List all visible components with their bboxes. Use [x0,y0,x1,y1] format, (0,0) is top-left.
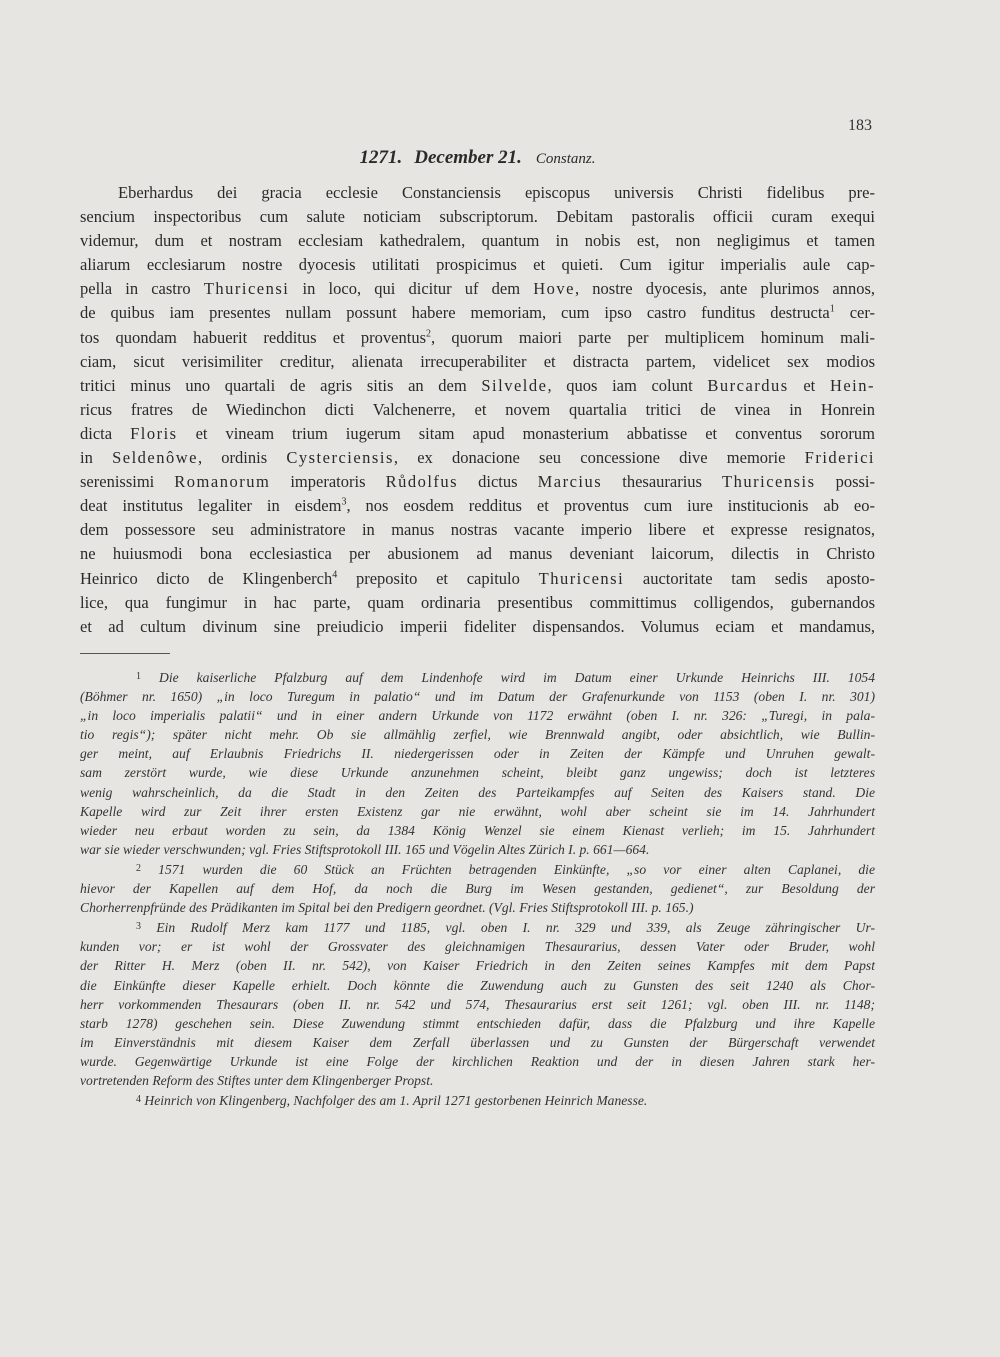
text-segment: deat institutus legaliter in eisdem [80,496,342,516]
footnote-rule [80,653,170,654]
footnote-line [80,821,875,840]
spaced-name: Romanorum [174,472,271,492]
text-segment: dicti [306,399,373,419]
footnote-text: Die kaiserliche Pfalzburg auf dem Lindenhofe wird im Datum einer Urkunde Heinrichs III. 1054 [159,670,875,685]
text-line [80,470,875,494]
document-heading [80,147,875,169]
text-segment: , ordinis [197,448,287,468]
text-line [80,422,875,446]
text-segment: serenissimi [80,472,175,492]
spaced-name: Thuricensi [203,279,290,299]
footnote-line [80,879,875,898]
text-segment: ricus [80,399,113,419]
footnote-text: 1571 wurden die 60 Stück an Früchten betragenden Einkünfte, „so vor einer alten Caplanei, die [158,861,875,877]
footnote-text: hievor der Kapellen auf dem Hof, da noch die Burg im Wesen gestanden, gedienet“, zur Besoldung der [80,881,875,897]
text-segment: , quos iam colunt [547,375,708,395]
text-line [80,350,875,374]
text-line [80,374,875,398]
text-segment: Valchenerre [372,399,452,419]
footnote [80,1090,875,1110]
text-segment: in [80,448,113,468]
footnote-line [80,687,875,706]
footnote-text: wurde. Gegenwärtige Urkunde ist eine Folge der kirchlichen Reaktion und der in diesen Jahren stark her- [80,1053,875,1069]
footnote-text: wenig wahrscheinlich, da die Stadt in den Zeiten des Parteikampfes auf Seiten des Kaisers stand. Die [80,784,875,800]
text-segment: pella in castro [80,279,204,299]
footnote-mark: 4 [136,1094,141,1106]
text-line [80,615,875,639]
spaced-name: Thuricensis [722,472,816,492]
footnote-text: Chorherrenpfründe des Prädikanten im Spital bei den Predigern geordnet. (Vgl. Fries Stiftsprotokoll III. p. 165.) [80,900,694,916]
footnote-line [80,802,875,821]
spaced-name: Seldenôwe [112,448,198,468]
text-line [80,567,875,591]
text-line [80,301,875,325]
text-segment: imperatoris [270,472,386,492]
text-segment: Honrein [820,399,875,419]
text-line [80,326,875,350]
text-segment: sencium inspectoribus cum salute noticiam subscriptorum. Debitam pastoralis officii curam exequi [80,207,875,227]
text-segment: tritici minus uno quartali de agris sitis an dem [80,375,482,395]
footnote-line [80,1014,875,1033]
footnote-text: war sie wieder verschwunden; vgl. Fries Stiftsprotokoll III. 165 und Vögelin Altes Zürich I. p. 661—664. [80,841,650,857]
footnote-text: kunden vor; er ist wohl der Grossvater des gleichnamigen Thesaurarius, dessen Vater oder Bruder, wohl [80,939,875,955]
heading-place: Constanz. [535,151,596,167]
spaced-name: Růdolfus [385,472,459,492]
text-line [80,205,875,229]
footnote-line [80,956,875,975]
text-segment: , nostre dyocesis, ante plurimos annos, [574,279,875,299]
text-segment: dicto de [137,568,243,588]
spaced-name: Burcardus [707,375,789,395]
footnote-line [80,937,875,956]
text-line [80,518,875,542]
text-segment: lice, qua fungimur in hac parte, quam ordinaria presentibus committimus colligendos, gubernandos [80,592,875,612]
footnote-reference: 4 [332,569,338,580]
spaced-name: Silvelde [481,375,548,395]
footnote-text: im Einverständnis mit diesem Kaiser dem Zerfall überlassen und zu Gunsten der Bürgerschaft verwendet [80,1034,875,1050]
text-segment: fratres de [112,399,227,419]
footnote-text: Heinrich von Klingenberg, Nachfolger des am 1. April 1271 gestorbenen Heinrich Manesse. [144,1093,648,1109]
footnote-reference: 3 [341,496,347,508]
text-segment: et ad cultum divinum sine preiudicio imperii fideliter dispensandos. Volumus eciam et mandamus, [80,616,875,636]
text-segment: Heinrico [80,568,138,588]
footnote [80,859,875,917]
text-line [80,494,875,518]
footnote-mark: 3 [136,921,141,933]
footnote-text: Kapelle wird zur Zeit ihrer ersten Existenz gar nie erwähnt, wohl aber scheint sie im 14. Jahrhundert [80,803,875,819]
text-segment: ciam, sicut verisimiliter creditur, alienata irrecuperabiliter et distracta partem, videlicet sex modios [80,351,875,371]
footnote-line [80,840,875,859]
footnote-text: tio regis“); später nicht mehr. Ob sie allmählig zerfiel, wie Brennwald angibt, oder absichtlich, wie Bullin- [80,727,875,743]
page-number: 183 [848,117,872,134]
footnote-text: herr vorkommenden Thesaurars (oben II. nr. 542 und 574, Thesaurarius erst seit 1261; vgl. oben III. nr. 1148; [80,996,875,1012]
footnote-line [80,1052,875,1071]
footnote-text: sam zerstört wurde, wie diese Urkunde anzunehmen scheint, bleibt ganz ungewiss; doch ist letzteres [80,765,875,781]
footnote-line [80,725,875,744]
footnote-line [80,1090,875,1110]
text-segment: tos quondam habuerit redditus et proventus [80,327,427,347]
text-line [80,277,875,301]
text-segment: et [788,375,830,395]
footnote-line [80,995,875,1014]
heading-date: December 21. [414,147,522,168]
footnote [80,667,875,859]
text-line [80,181,875,205]
spaced-name: Floris [130,423,178,443]
text-segment: videmur, dum et nostram ecclesiam kathedralem, quantum in nobis est, non negligimus et tamen [80,231,875,251]
text-segment: dictus [458,472,538,492]
text-segment: Wiedinchon [226,399,307,419]
footnote-line [80,1033,875,1052]
footnote-text: (Böhmer nr. 1650) „in loco Turegum in palatio“ und im Datum der Grafenurkunde von 1153 (oben I. nr. 301) [80,689,875,705]
footnote-text: Ein Rudolf Merz kam 1177 und 1185, vgl. oben I. nr. 329 und 339, als Zeuge zähringischer Ur- [156,920,875,936]
text-line [80,542,875,566]
text-segment: ne huiusmodi bona ecclesiastica per abusionem ad manus deveniant laicorum, dilectis in Christo [80,544,875,564]
text-segment: aliarum ecclesiarum nostre dyocesis utilitati prospicimus et quieti. Cum igitur imperialis aule cap- [80,255,875,275]
footnote-line [80,898,875,917]
spaced-name: Hein- [829,375,876,395]
charter-text [80,181,875,639]
footnote-line [80,763,875,782]
footnote-text: vortretenden Reform des Stiftes unter dem Klingenberger Propst. [80,1072,434,1088]
footnote-line [80,667,875,687]
text-segment: preposito et capitulo [337,568,539,588]
footnote-text: ger meint, auf Erlaubnis Friedrichs II. niedergerissen oder in Zeiten der Kämpfe und Unruhen gewalt- [80,746,875,762]
footnote-mark: 1 [136,671,141,682]
text-segment: cer- [834,303,875,323]
text-segment: Klingenberch [242,568,333,588]
footnote-reference: 1 [829,303,835,315]
text-segment: et vineam trium iugerum sitam apud monasterium abbatisse et conventus sororum [177,423,875,443]
text-line [80,446,875,470]
text-segment: , quorum maiori parte per multiplicem hominum mali- [431,327,875,347]
spaced-name: Thuricensi [538,568,625,588]
text-segment: in loco, qui dicitur uf dem [289,279,534,299]
spaced-name: Hove [533,279,575,299]
text-segment: auctoritate tam sedis aposto- [624,568,875,588]
text-segment: dicta [80,423,131,443]
footnote-line [80,859,875,879]
text-line [80,398,875,422]
text-line [80,229,875,253]
footnote-text: wieder neu erbaut worden zu sein, da 1384 König Wenzel sie einem Kienast verlieh; im 15. Jahrhundert [80,822,875,838]
spaced-name: Marcius [537,472,603,492]
footnote-text: „in loco imperialis palatii“ und in einer andern Urkunde von 1172 erwähnt (oben I. nr. 326: „Turegi, in pala- [80,708,875,724]
text-segment: , et novem quartalia tritici de vinea in [451,399,821,419]
text-segment: de quibus iam presentes nullam possunt habere memoriam, cum ipso castro funditus destructa [80,303,830,323]
spaced-name: Cysterciensis [286,448,394,468]
text-line [80,253,875,277]
text-segment: dem possessore seu administratore in manus nostras vacante imperio libere et expresse resignatos, [80,520,875,540]
footnote-line [80,706,875,725]
footnote-line [80,976,875,995]
text-segment: , ex donacione seu concessione dive memorie [393,448,805,468]
footnote-line [80,917,875,937]
footnote-line [80,783,875,802]
footnotes [80,667,875,1110]
spaced-name: Friderici [804,448,875,468]
footnote-line [80,1071,875,1090]
footnote-text: die Einkünfte dieser Kapelle erhielt. Doch könnte die Zuwendung auch zu Gunsten des seit 1240 als Chor- [80,977,875,993]
footnote-line [80,744,875,763]
footnote [80,917,875,1090]
text-segment: Eberhardus dei gracia ecclesie Constanciensis episcopus universis Christi fidelibus pre- [118,183,875,202]
text-segment: possi- [815,472,875,492]
text-segment: thesaurarius [602,472,723,492]
footnote-reference: 2 [426,328,432,340]
text-segment: , nos eosdem redditus et proventus cum iure institucionis ab eo- [346,496,875,516]
footnote-mark: 2 [136,862,141,874]
footnote-text: der Ritter H. Merz (oben II. nr. 542), von Kaiser Friedrich in den Zeiten seines Kampfes mit dem Papst [80,958,875,974]
footnote-text: starb 1278) geschehen sein. Diese Zuwendung stimmt entschieden dafür, dass die Pfalzburg und ihre Kapelle [80,1015,875,1031]
heading-year: 1271. [359,147,403,168]
text-line [80,591,875,615]
